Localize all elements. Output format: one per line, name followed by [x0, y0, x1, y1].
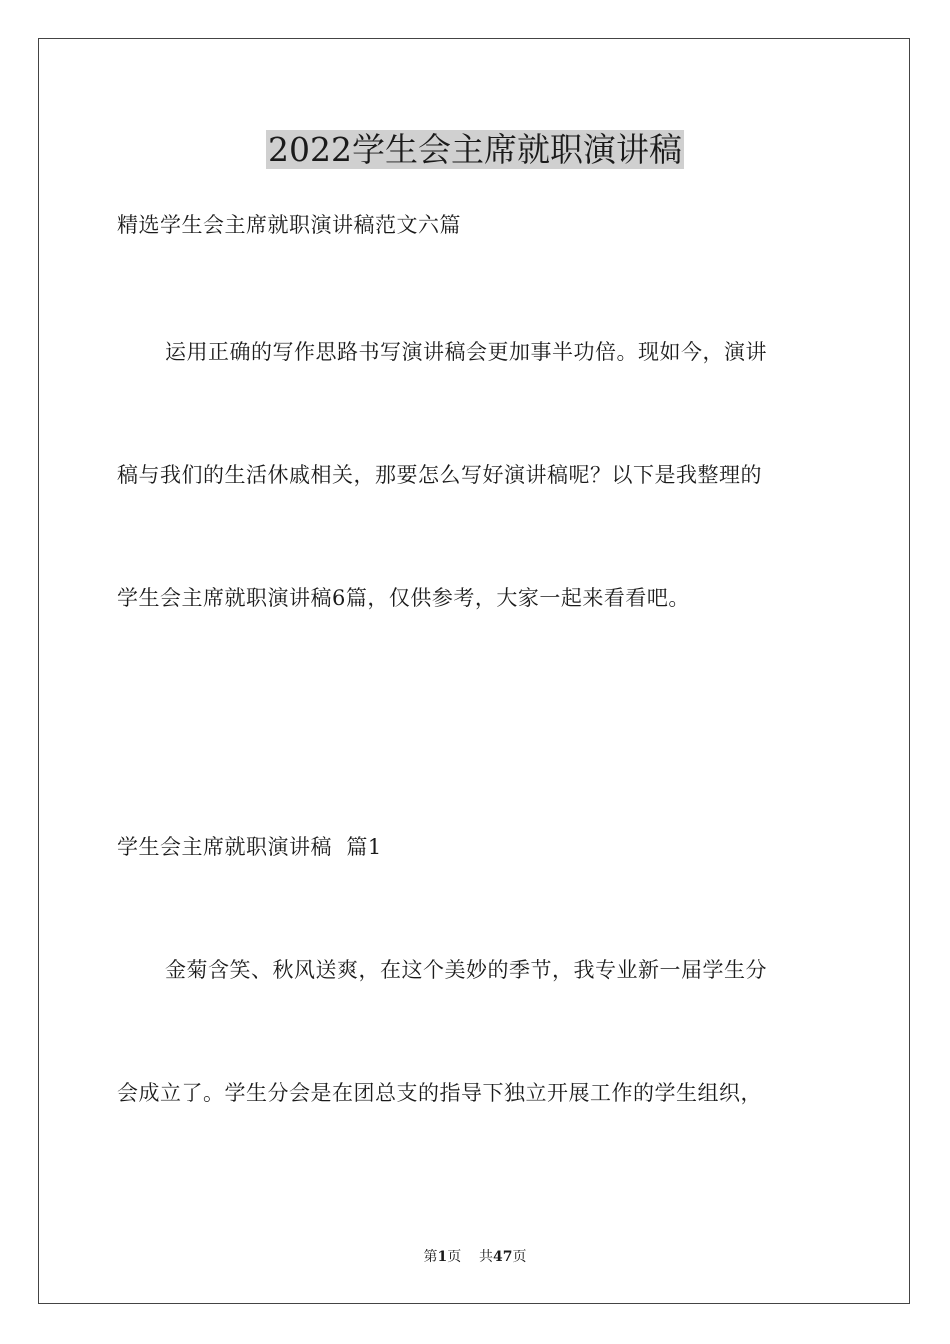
footer-page-number: 1 [437, 1249, 448, 1265]
section-line-1: 金菊含笑、秋风送爽，在这个美妙的季节，我专业新一届学生分 [165, 958, 767, 982]
document-title [0, 128, 950, 172]
intro-line-3: 学生会主席就职演讲稿6篇，仅供参考，大家一起来看看吧。 [117, 586, 690, 610]
document-title-text: 2022学生会主席就职演讲稿 [268, 130, 682, 169]
section-line-2: 会成立了。学生分会是在团总支的指导下独立开展工作的学生组织， [117, 1081, 762, 1105]
footer-total-suffix: 页 [512, 1249, 527, 1265]
footer-page-suffix: 页 [447, 1249, 462, 1265]
footer-total-prefix: 共 [479, 1249, 494, 1265]
section-heading: 学生会主席就职演讲稿 篇1 [117, 835, 382, 859]
footer-page-prefix: 第 [423, 1249, 438, 1265]
page-footer [0, 1248, 950, 1266]
intro-line-2: 稿与我们的生活休戚相关，那要怎么写好演讲稿呢？以下是我整理的 [117, 463, 762, 487]
document-subtitle: 精选学生会主席就职演讲稿范文六篇 [117, 213, 461, 237]
footer-total-pages: 47 [493, 1249, 513, 1265]
intro-line-1: 运用正确的写作思路书写演讲稿会更加事半功倍。现如今，演讲 [165, 340, 767, 364]
